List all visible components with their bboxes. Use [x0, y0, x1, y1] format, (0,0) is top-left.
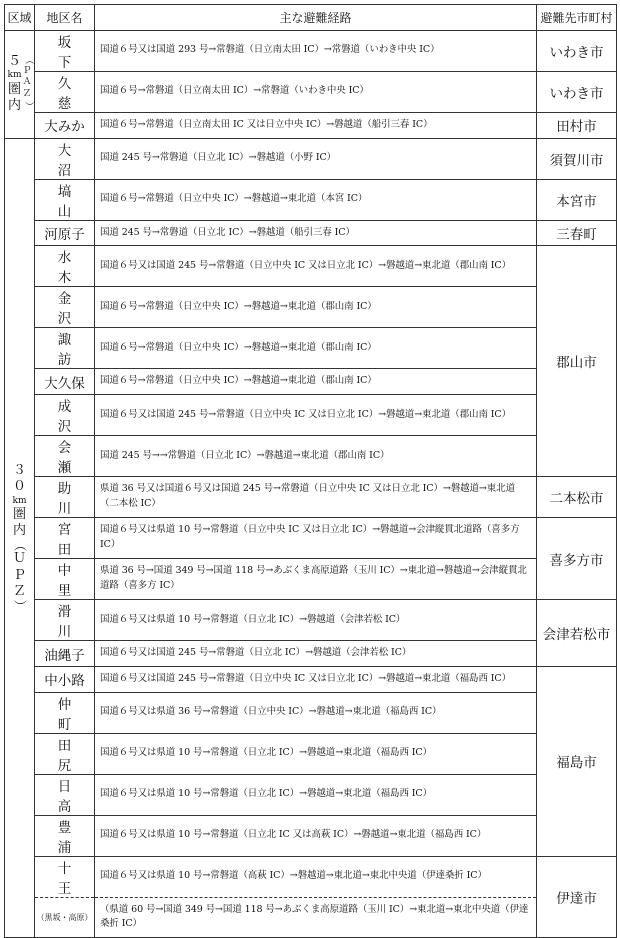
route-text: 国道６号又は県道 10 号→常磐道（日立北 IC）→磐越道→東北道（福島西 IC） [95, 774, 537, 815]
area-name: 会 瀬 [35, 436, 95, 477]
destination-city: 田村市 [537, 112, 617, 138]
route-text: 国道 245 号→→常磐道（日立北 IC）→磐越道→東北道（郡山南 IC） [95, 436, 537, 477]
area-name: 大久保 [35, 369, 95, 395]
destination-city: 二本松市 [537, 477, 617, 518]
route-text: 国道６号又は県道 10 号→常磐道（日立北 IC 又は高萩 IC）→磐越道→東北道（福島西 IC） [95, 815, 537, 856]
destination-city: 須賀川市 [537, 138, 617, 179]
destination-city: 伊達市 [537, 856, 617, 937]
area-name: 河原子 [35, 220, 95, 246]
route-text: 国道６号→常磐道（日立南太田 IC）→常磐道（いわき中央 IC） [95, 71, 537, 112]
route-text: 国道６号→常磐道（日立中央 IC）→磐越道→東北道（郡山南 IC） [95, 287, 537, 328]
route-text: 国道６号又は県道 10 号→常磐道（高萩 IC）→磐越道→東北道→東北中央道（伊達桑折 IC） [95, 856, 537, 897]
destination-city: いわき市 [537, 71, 617, 112]
area-name: 大 沼 [35, 138, 95, 179]
area-name: 水 木 [35, 246, 95, 287]
route-text: 県道 36 号又は国道６号又は国道 245 号→常磐道（日立中央 IC 又は日立北 IC）→磐越道→東北道（二本松 IC） [95, 477, 537, 518]
route-text: 国道６号又は国道 245 号→常磐道（日立中央 IC 又は日立北 IC）→磐越道→東北道（郡山南 IC） [95, 246, 537, 287]
area-name: 中小路 [35, 666, 95, 692]
route-text: 国道６号又は県道 36 号→常磐道（日立中央 IC）→磐越道→東北道（福島西 IC） [95, 692, 537, 733]
area-name: 中 里 [35, 559, 95, 600]
destination-city: 会津若松市 [537, 600, 617, 667]
route-text: 国道６号→常磐道（日立南太田 IC 又は日立中央 IC）→磐越道（船引三春 IC） [95, 112, 537, 138]
destination-city: 三春町 [537, 220, 617, 246]
area-name: 十 王 [35, 856, 95, 897]
route-text: 国道６号又は国道 293 号→常磐道（日立南太田 IC）→常磐道（いわき中央 IC） [95, 30, 537, 71]
route-text: 国道６号又は国道 245 号→常磐道（日立中央 IC 又は日立北 IC）→磐越道→東北道（郡山南 IC） [95, 395, 537, 436]
route-text: 国道 245 号→常磐道（日立北 IC）→磐越道（小野 IC） [95, 138, 537, 179]
destination-city: 郡山市 [537, 246, 617, 477]
area-name: 田 尻 [35, 733, 95, 774]
route-text: 国道６号→常磐道（日立中央 IC）→磐越道→東北道（郡山南 IC） [95, 328, 537, 369]
route-text: 国道６号→常磐道（日立中央 IC）→磐越道→東北道（本宮 IC） [95, 179, 537, 220]
header-destination: 避難先市町村 [537, 5, 617, 31]
area-name: 坂 下 [35, 30, 95, 71]
route-text: 国道６号又は県道 10 号→常磐道（日立中央 IC 又は日立北 IC）→磐越道→会津縦貫北道路（喜多方 IC） [95, 518, 537, 559]
area-name: 豊 浦 [35, 815, 95, 856]
area-name: 仲 町 [35, 692, 95, 733]
area-name: 助 川 [35, 477, 95, 518]
destination-city: いわき市 [537, 30, 617, 71]
header-zone: 区域 [5, 5, 35, 31]
header-route: 主な避難経路 [95, 5, 537, 31]
destination-city: 喜多方市 [537, 518, 617, 600]
route-text: 国道６号→常磐道（日立中央 IC）→磐越道→東北道（郡山南 IC） [95, 369, 537, 395]
route-text: 国道６号又は県道 10 号→常磐道（日立北 IC）→磐越道→東北道（福島西 IC） [95, 733, 537, 774]
area-subname: （黒坂・高原） [35, 897, 95, 937]
area-name: 油縄子 [35, 641, 95, 667]
zone-upz: ３ ０ km 圏 内 （ Ｕ Ｐ Ｚ ） [5, 138, 35, 937]
area-name: 滑 川 [35, 600, 95, 641]
route-text: 県道 36 号→国道 349 号→国道 118 号→あぶくま高原道路（玉川 IC）→東北道→磐越道→会津縦貫北道路（喜多方 IC） [95, 559, 537, 600]
route-text: （県道 60 号→国道 349 号→国道 118 号→あぶくま高原道路（玉川 IC）→東北道→東北中央道（伊達桑折 IC） [95, 897, 537, 937]
area-name: 久 慈 [35, 71, 95, 112]
destination-city: 本宮市 [537, 179, 617, 220]
area-name: 成 沢 [35, 395, 95, 436]
area-name: 宮 田 [35, 518, 95, 559]
route-text: 国道 245 号→常磐道（日立北 IC）→磐越道（船引三春 IC） [95, 220, 537, 246]
route-text: 国道６号又は県道 10 号→常磐道（日立北 IC）→磐越道（会津若松 IC） [95, 600, 537, 641]
area-name: 日 高 [35, 774, 95, 815]
area-name: 塙 山 [35, 179, 95, 220]
destination-city: 福島市 [537, 666, 617, 856]
area-name: 諏 訪 [35, 328, 95, 369]
evacuation-route-table [4, 4, 617, 938]
route-text: 国道６号又は国道 245 号→常磐道（日立中央 IC 又は日立北 IC）→磐越道→東北道（福島西 IC） [95, 666, 537, 692]
area-name: 大みか [35, 112, 95, 138]
area-name: 金 沢 [35, 287, 95, 328]
route-text: 国道６号又は国道 245 号→常磐道（日立北 IC）→磐越道（会津若松 IC） [95, 641, 537, 667]
zone-paz: ５ km 圏 内 （ Ｐ Ａ Ｚ ） [5, 30, 35, 138]
header-area: 地区名 [35, 5, 95, 31]
